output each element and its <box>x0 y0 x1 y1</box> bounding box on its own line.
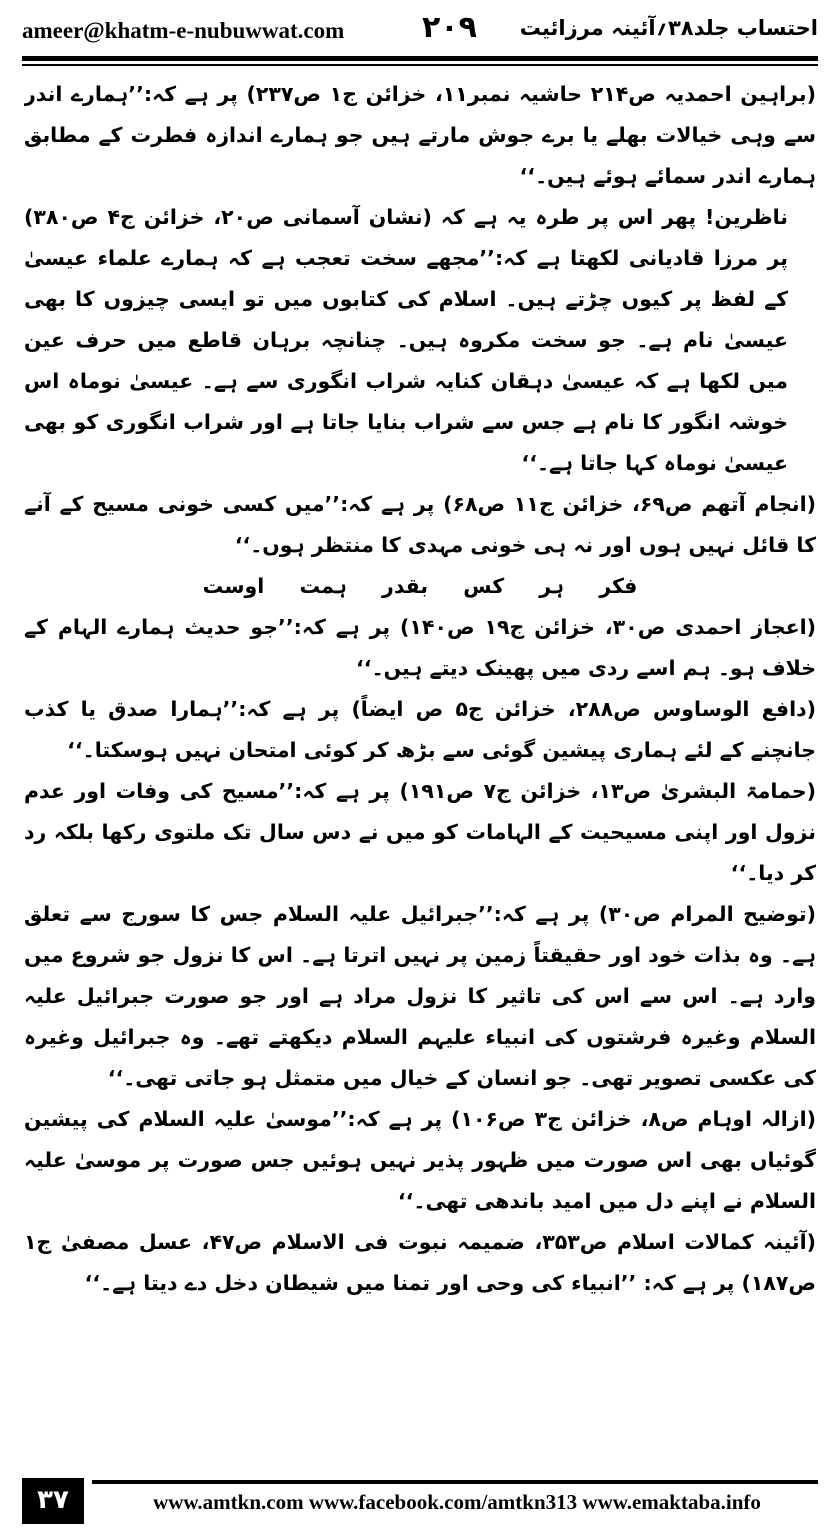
book-title: احتساب جلد۳۸؍آئینہ مرزائیت <box>519 16 818 40</box>
page-footer <box>22 1478 818 1526</box>
page-number: ۲۰۹ <box>422 10 477 45</box>
header-rule-thin <box>22 64 818 66</box>
header-rule-thick <box>22 56 818 61</box>
paragraph-6: (حمامۃ البشریٰ ص۱۳، خزائن ج۷ ص۱۹۱) پر ہے کہ:’’مسیح کی وفات اور عدم نزول اور اپنی مسیحیت کے الہامات کو میں نے دس سال تک ملتوی رکھا بلکہ رد کر دیا۔‘‘ <box>24 779 816 885</box>
paragraph-5: (دافع الوساوس ص۲۸۸، خزائن ج۵ ص ایضاً) پر ہے کہ:’’ہمارا صدق یا کذب جانچنے کے لئے ہماری پیشین گوئی سے بڑھ کر کوئی امتحان نہیں ہوسکتا۔‘‘ <box>24 697 816 762</box>
footer-links[interactable]: www.amtkn.com www.facebook.com/amtkn313 www.emaktaba.info <box>153 1490 761 1514</box>
paragraph-7: (توضیح المرام ص۳۰) پر ہے کہ:’’جبرائیل علیہ السلام جس کا سورج سے تعلق ہے۔ وہ بذات خود اور حقیقتاً زمین پر نہیں اترتا ہے۔ اس کا نزول جو شروع میں وارد ہے۔ اس سے اس کی تاثیر کا نزول مراد ہے اور جو صورت جبرائیل علیہ السلام وغیرہ فرشتوں کی انبیاء علیہم السلام دیکھتے تھے۔ وہ جبرائیل وغیرہ کی عکسی تصویر تھی۔ جو انسان کے خیال میں متمثل ہو جاتی تھی۔‘‘ <box>24 902 816 1090</box>
footer-rule <box>92 1480 818 1484</box>
paragraph-1: (براہین احمدیہ ص۲۱۴ حاشیہ نمبر۱۱، خزائن ج۱ ص۲۳۷) پر ہے کہ:’’ہمارے اندر سے وہی خیالات بھلے یا برے جوش مارتے ہیں جو ہمارے اندازہ فطرت کے مطابق ہمارے اندر سمائے ہوئے ہیں۔‘‘ <box>24 82 816 188</box>
paragraph-3: (انجام آتھم ص۶۹، خزائن ج۱۱ ص۶۸) پر ہے کہ:’’میں کسی خونی مسیح کے آنے کا قائل نہیں ہوں اور نہ ہی خونی مہدی کا منتظر ہوں۔‘‘ <box>24 492 816 557</box>
paragraph-8: (ازالہ اوہام ص۸، خزائن ج۳ ص۱۰۶) پر ہے کہ:’’موسیٰ علیہ السلام کی پیشین گوئیاں بھی اس صورت میں ظہور پذیر نہیں ہوئیں جس صورت پر موسیٰ علیہ السلام نے اپنے دل میں امید باندھی تھی۔‘‘ <box>24 1107 816 1213</box>
page-body <box>24 74 816 1459</box>
paragraph-9: (آئینہ کمالات اسلام ص۳۵۳، ضمیمہ نبوت فی الاسلام ص۴۷، عسل مصفیٰ ج۱ ص۱۸۷) پر ہے کہ: ’’انبیاء کی وحی اور تمنا میں شیطان دخل دے دیتا ہے۔‘‘ <box>24 1230 816 1295</box>
paragraph-4: (اعجاز احمدی ص۳۰، خزائن ج۱۹ ص۱۴۰) پر ہے کہ:’’جو حدیث ہمارے الہام کے خلاف ہو۔ ہم اسے ردی میں پھینک دیتے ہیں۔‘‘ <box>24 615 816 680</box>
persian-verse: فکر ہر کس بقدر ہمت اوست <box>202 574 638 598</box>
book-page-number: ۳۷ <box>22 1478 84 1524</box>
paragraph-2: ناظرین! پھر اس پر طرہ یہ ہے کہ (نشان آسمانی ص۲۰، خزائن ج۴ ص۳۸۰) پر مرزا قادیانی لکھتا ہے کہ:’’مجھے سخت تعجب ہے کہ ہمارے علماء عیسیٰ کے لفظ پر کیوں چڑتے ہیں۔ اسلام کی کتابوں میں تو ایسی چیزوں کا بھی عیسیٰ نام ہے۔ جو سخت مکروہ ہیں۔ چنانچہ برہان قاطع میں حرف عین میں لکھا ہے کہ عیسیٰ دہقان کنایہ شراب انگوری سے ہے۔ عیسیٰ نوماہ اس خوشہ انگور کا نام ہے جس سے شراب بنایا جاتا ہے اور شراب انگوری کو بھی عیسیٰ نوماہ کہا جاتا ہے۔‘‘ <box>24 205 788 475</box>
page-header <box>22 10 818 54</box>
header-email[interactable]: ameer@khatm-e-nubuwwat.com <box>22 18 345 43</box>
